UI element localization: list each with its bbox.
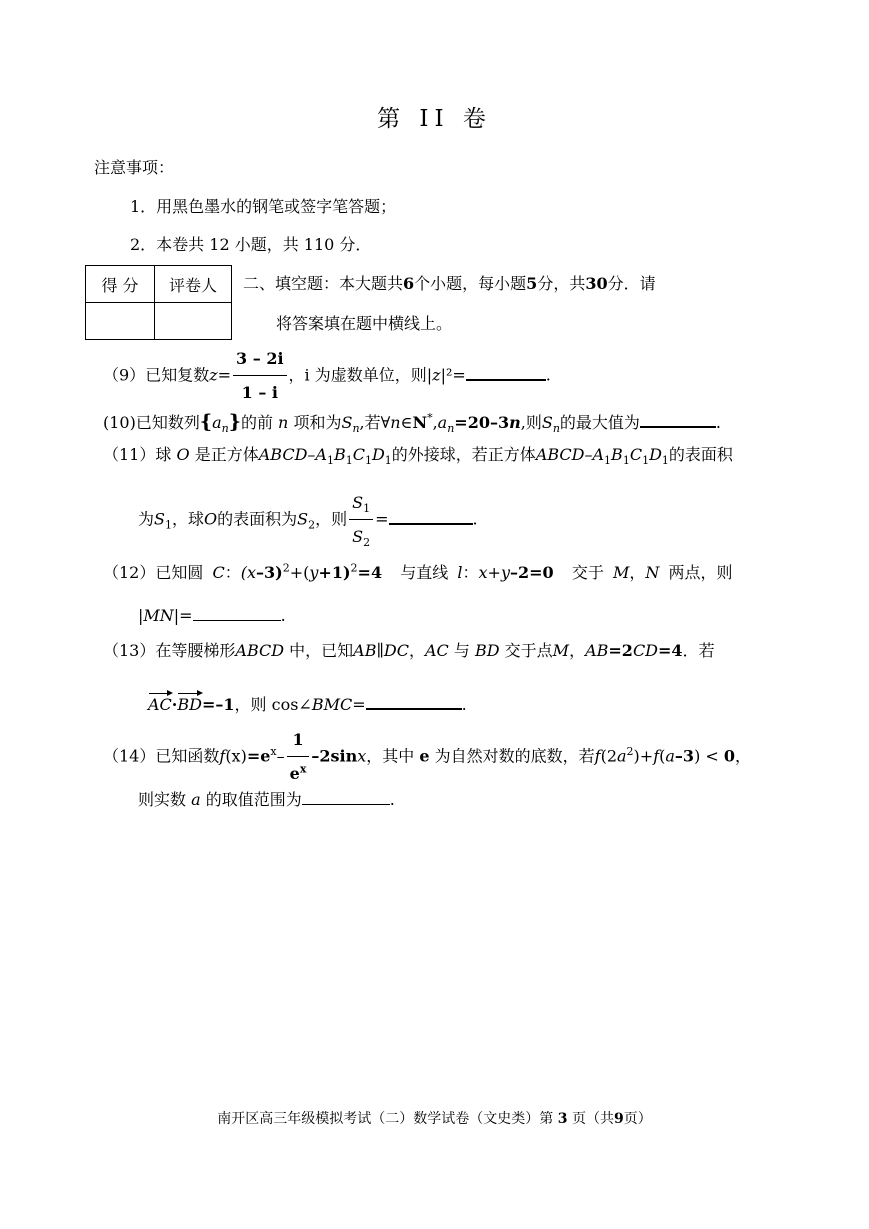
question-11-line1: （11）球 O 是正方体ABCD–$A_1B_1C_1D_1$的外接球，若正方体ABCD–$A_1B_1C_1D_1$的表面积: [103, 445, 733, 468]
score-table: [85, 265, 232, 340]
question-12-line1: （12）已知圆 C：$(x-3)^2+(y+1)^2=4$ 与直线 l：x+y–2=0 交于 M，N 两点，则: [103, 561, 733, 582]
score-header: 得 分: [86, 266, 155, 303]
question-11-line2: 为$S_1$，球O的表面积为$S_2$，则 $\frac{S_1}{S_2}$ = .: [138, 490, 478, 550]
question-10: (10)已知数列$\{a_n\}$的前 n 项和为$S_n$,若$\forall n\in N^*,a_n=20-3n$,则$S_n$的最大值为 .: [103, 411, 722, 436]
notice-item-1: 1．用黑色墨水的钢笔或签字笔答题；: [130, 197, 397, 216]
question-14-line1: （14）已知函数$f(x)=e^x-$ $\frac{1}{e^x}$ –2sinx，其中 e 为自然对数的底数，若$f(2a^2)+f(a-3) < 0$，: [103, 727, 751, 787]
notice-heading: 注意事项：: [94, 158, 175, 177]
section-heading-line2: 将答案填在题中横线上。: [276, 314, 453, 333]
question-14-line2: 则实数 a 的取值范围为 .: [138, 790, 395, 809]
answer-blank[interactable]: [366, 692, 462, 710]
fraction: $\frac{1}{e^x}$: [287, 727, 310, 787]
grader-header: 评卷人: [155, 266, 232, 303]
notice-item-2: 2．本卷共 12 小题，共 110 分．: [130, 235, 372, 254]
score-cell: [86, 303, 155, 340]
grader-cell: [155, 303, 232, 340]
fraction: $\frac{S_1}{S_2}$: [349, 490, 373, 550]
question-13-line1: （13）在等腰梯形ABCD 中，已知AB∥DC，AC 与 BD 交于点M，AB=2CD=4．若: [103, 641, 715, 660]
question-12-line2: |MN|= .: [138, 606, 286, 625]
answer-blank[interactable]: [302, 788, 390, 805]
answer-blank[interactable]: [193, 604, 281, 621]
question-13-line2: AC·BD=–1，则 cos∠BMC= .: [148, 692, 467, 713]
vector-bd: BD: [177, 695, 202, 714]
page-title: 第 II 卷: [377, 106, 492, 132]
answer-blank[interactable]: [466, 363, 546, 381]
answer-blank[interactable]: [389, 507, 473, 525]
answer-blank[interactable]: [640, 410, 716, 428]
fraction: $\frac{3 - 2i}{1 - i}$: [233, 346, 286, 406]
question-9: （9）已知复数z= $\frac{3 - 2i}{1 - i}$ ，i 为虚数单位，则|z|²= .: [103, 346, 551, 406]
page-footer: 南开区高三年级模拟考试（二）数学试卷（文史类）第 3 页（共9页）: [217, 1111, 652, 1127]
vector-ac: AC: [148, 695, 172, 714]
section-heading: 二、填空题：本大题共6个小题，每小题5分，共30分．请: [243, 274, 656, 293]
